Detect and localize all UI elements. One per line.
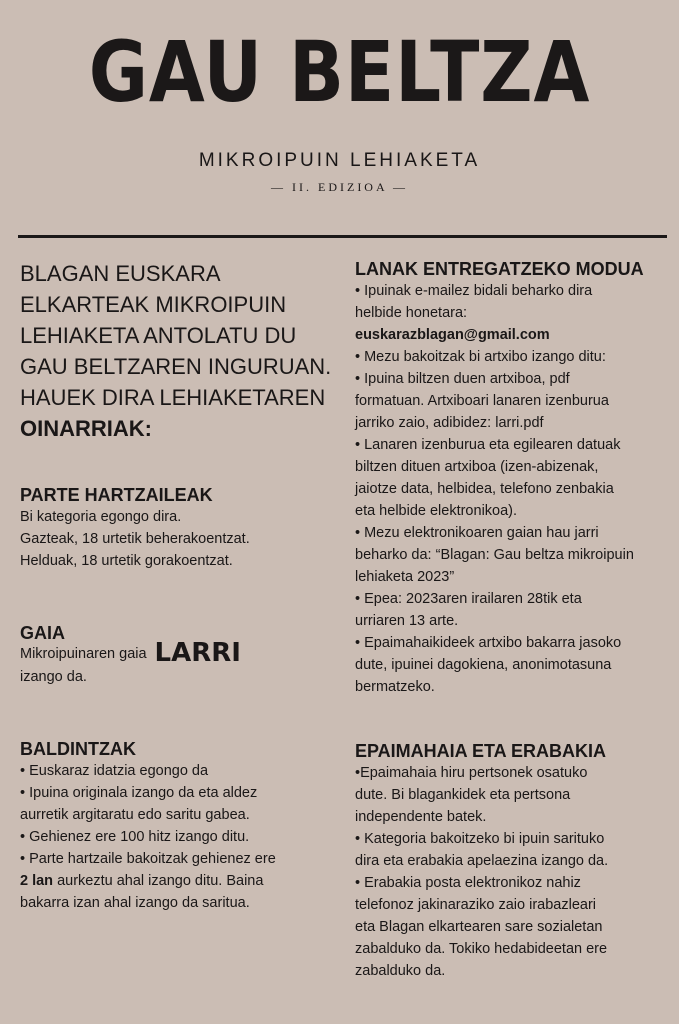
participants-line: Bi kategoria egongo dira. xyxy=(20,509,182,525)
delivery-line: dute, ipuinei dagokiena, anonimotasuna xyxy=(355,657,612,673)
intro-text xyxy=(20,258,335,444)
delivery-line: beharko da: “Blagan: Gau beltza mikroipuin xyxy=(355,547,634,563)
delivery-line: • Epea: 2023aren irailaren 28tik eta xyxy=(355,591,582,607)
jury-line: zabalduko da. Tokiko hedabideetan ere xyxy=(355,941,608,957)
conditions-heading: BALDINTZAK xyxy=(20,739,136,759)
jury-line: dute. Bi blagankidek eta pertsona xyxy=(355,787,571,803)
poster-title: GAU BELTZA xyxy=(88,23,591,121)
delivery-line: • Mezu bakoitzak bi artxibo izango ditu: xyxy=(355,349,606,365)
conditions-bold: 2 lan xyxy=(20,873,54,889)
delivery-heading: LANAK ENTREGATZEKO MODUA xyxy=(355,259,644,279)
jury-line: independente batek. xyxy=(355,809,487,825)
theme-heading: GAIA xyxy=(20,623,65,643)
conditions-line: • Ipuina originala izango da eta aldez xyxy=(20,785,258,801)
jury-line: • Erabakia posta elektronikoz nahiz xyxy=(355,875,581,891)
delivery-line: lehiaketa 2023” xyxy=(355,569,455,585)
divider-rule xyxy=(18,235,667,238)
conditions-section xyxy=(20,738,335,914)
conditions-line: • Parte hartzaile bakoitzak gehienez ere xyxy=(20,851,276,867)
jury-line: telefonoz jakinaraziko zaio irabazleari xyxy=(355,897,596,913)
participants-heading: PARTE HARTZAILEAK xyxy=(20,485,213,505)
delivery-line: jarriko zaio, adibidez: larri.pdf xyxy=(355,415,544,431)
jury-heading: EPAIMAHAIA ETA ERABAKIA xyxy=(355,741,606,761)
jury-line: • Kategoria bakoitzeko bi ipuin sarituko xyxy=(355,831,605,847)
theme-word: LARRI xyxy=(154,638,241,668)
conditions-line xyxy=(20,870,335,892)
delivery-line: • Mezu elektronikoaren gaian hau jarri xyxy=(355,525,599,541)
jury-line: zabalduko da. xyxy=(355,963,446,979)
participants-section xyxy=(20,484,335,572)
contact-email: euskarazblagan@gmail.com xyxy=(355,327,550,343)
delivery-line: • Ipuina biltzen duen artxiboa, pdf xyxy=(355,371,570,387)
conditions-line: aurretik argitaratu edo saritu gabea. xyxy=(20,807,250,823)
delivery-line: jaiotze data, helbidea, telefono zenbakia xyxy=(355,481,614,497)
delivery-line: biltzen dituen artxiboa (izen-abizenak, xyxy=(355,459,599,475)
right-column xyxy=(355,258,667,982)
intro-line: HAUEK DIRA LEHIAKETAREN xyxy=(20,385,326,410)
intro-line: GAU BELTZAREN INGURUAN. xyxy=(20,354,332,379)
intro-line: ELKARTEAK MIKROIPUIN xyxy=(20,292,287,317)
edition-label: — II. EDIZIOA — xyxy=(271,180,408,194)
poster-subtitle: MIKROIPUIN LEHIAKETA xyxy=(198,150,481,171)
intro-line: LEHIAKETA ANTOLATU DU xyxy=(20,323,297,348)
delivery-line: formatuan. Artxiboari lanaren izenburua xyxy=(355,393,609,409)
jury-line: dira eta erabakia apelaezina izango da. xyxy=(355,853,609,869)
participants-line: Helduak, 18 urtetik gorakoentzat. xyxy=(20,553,233,569)
conditions-line: bakarra izan ahal izango da saritua. xyxy=(20,895,250,911)
theme-text: Mikroipuinaren gaia xyxy=(20,646,147,662)
delivery-line: • Epaimahaikideek artxibo bakarra jasoko xyxy=(355,635,622,651)
jury-line: •Epaimahaia hiru pertsonek osatuko xyxy=(355,765,588,781)
conditions-line: • Gehienez ere 100 hitz izango ditu. xyxy=(20,829,250,845)
jury-section xyxy=(355,740,667,982)
delivery-line: • Lanaren izenburua eta egilearen datuak xyxy=(355,437,621,453)
conditions-line: • Euskaraz idatzia egongo da xyxy=(20,763,209,779)
theme-section xyxy=(20,622,335,688)
jury-line: eta Blagan elkartearen sare sozialetan xyxy=(355,919,603,935)
theme-line-2: izango da. xyxy=(20,669,87,685)
delivery-line: helbide honetara: xyxy=(355,305,468,321)
theme-line xyxy=(20,640,335,666)
participants-line: Gazteak, 18 urtetik beherakoentzat. xyxy=(20,531,250,547)
delivery-line: bermatzeko. xyxy=(355,679,435,695)
intro-bold: OINARRIAK: xyxy=(20,416,152,441)
left-column xyxy=(20,258,335,914)
conditions-after-bold: aurkeztu ahal izango ditu. Baina xyxy=(53,873,264,889)
delivery-line: urriaren 13 arte. xyxy=(355,613,459,629)
delivery-line: • Ipuinak e-mailez bidali beharko dira xyxy=(355,283,593,299)
delivery-section xyxy=(355,258,667,698)
delivery-line: eta helbide elektronikoa). xyxy=(355,503,518,519)
intro-line: BLAGAN EUSKARA xyxy=(20,261,221,286)
